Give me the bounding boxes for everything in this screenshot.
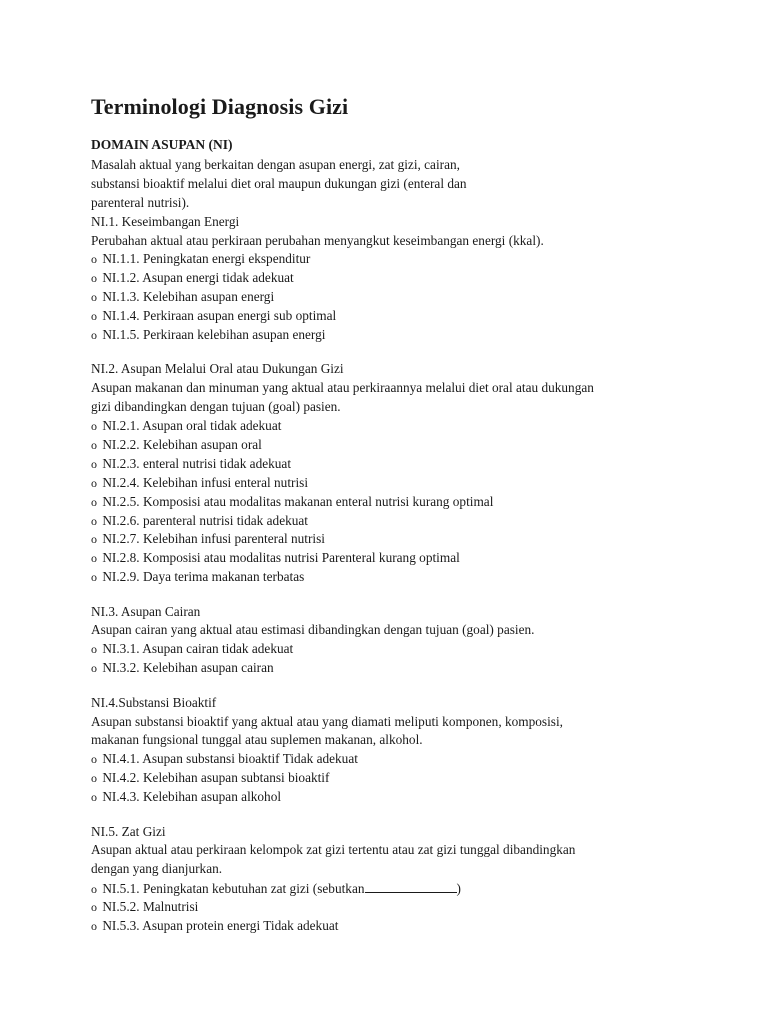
bullet-icon: o <box>91 551 97 566</box>
list-item <box>91 788 691 807</box>
bullet-icon: o <box>91 271 97 286</box>
list-item <box>91 269 691 288</box>
list-item-text: NI.2.7. Kelebihan infusi parenteral nutrisi <box>102 531 325 547</box>
bullet-icon: o <box>91 494 97 509</box>
list-item <box>91 549 691 568</box>
section-description-line: Asupan makanan dan minuman yang aktual atau perkiraannya melalui diet oral atau dukungan <box>91 380 594 396</box>
section-spacer <box>91 587 691 603</box>
fill-in-blank <box>365 879 457 893</box>
list-item <box>91 455 691 474</box>
section-description-line: Perubahan aktual atau perkiraan perubahan menyangkut keseimbangan energi (kkal). <box>91 232 544 248</box>
section-description-line: gizi dibandingkan dengan tujuan (goal) pasien. <box>91 399 341 415</box>
section-description-line: dengan yang dianjurkan. <box>91 861 223 877</box>
list-item <box>91 288 691 307</box>
list-item-text: NI.4.1. Asupan substansi bioaktif Tidak adekuat <box>102 751 358 767</box>
list-item <box>91 436 691 455</box>
bullet-icon: o <box>91 882 97 897</box>
list-item-text: NI.2.3. enteral nutrisi tidak adekuat <box>102 455 292 471</box>
domain-heading: DOMAIN ASUPAN (NI) <box>91 137 233 152</box>
list-item-text: NI.2.9. Daya terima makanan terbatas <box>102 569 305 585</box>
list-item <box>91 530 691 549</box>
section-spacer <box>91 807 691 823</box>
list-item <box>91 474 691 493</box>
bullet-icon: o <box>91 475 97 490</box>
list-item <box>91 326 691 345</box>
section-heading: NI.2. Asupan Melalui Oral atau Dukungan Gizi <box>91 361 344 377</box>
section-spacer <box>91 678 691 694</box>
bullet-icon: o <box>91 309 97 324</box>
list-item-text: NI.4.3. Kelebihan asupan alkohol <box>102 789 282 805</box>
bullet-icon: o <box>91 771 97 786</box>
bullet-icon: o <box>91 456 97 471</box>
section-description-line: Asupan substansi bioaktif yang aktual atau yang diamati meliputi komponen, komposisi, <box>91 713 563 729</box>
domain-description-line: Masalah aktual yang berkaitan dengan asupan energi, zat gizi, cairan, <box>91 157 460 172</box>
list-item-text: NI.5.1. Peningkatan kebutuhan zat gizi (sebutkan <box>102 881 365 897</box>
section-heading: NI.3. Asupan Cairan <box>91 603 201 619</box>
list-item <box>91 512 691 531</box>
section-description-line: Asupan aktual atau perkiraan kelompok zat gizi tertentu atau zat gizi tunggal dibandingkan <box>91 842 576 858</box>
bullet-icon: o <box>91 661 97 676</box>
bullet-icon: o <box>91 900 97 915</box>
list-item <box>91 659 691 678</box>
section-description-line: Asupan cairan yang aktual atau estimasi dibandingkan dengan tujuan (goal) pasien. <box>91 622 535 638</box>
list-item-text: NI.1.4. Perkiraan asupan energi sub optimal <box>102 308 337 324</box>
bullet-icon: o <box>91 419 97 434</box>
list-item <box>91 917 691 936</box>
bullet-icon: o <box>91 290 97 305</box>
list-item-text: NI.2.6. parenteral nutrisi tidak adekuat <box>102 512 308 528</box>
list-item <box>91 307 691 326</box>
list-item <box>91 493 691 512</box>
list-item <box>91 250 691 269</box>
section-heading: NI.4.Substansi Bioaktif <box>91 694 217 710</box>
bullet-icon: o <box>91 790 97 805</box>
domain-description-line: substansi bioaktif melalui diet oral maupun dukungan gizi (enteral dan <box>91 175 467 191</box>
bullet-icon: o <box>91 642 97 657</box>
bullet-icon: o <box>91 252 97 267</box>
bullet-icon: o <box>91 328 97 343</box>
bullet-icon: o <box>91 570 97 585</box>
bullet-icon: o <box>91 437 97 452</box>
list-item-text: NI.1.1. Peningkatan energi ekspenditur <box>102 251 311 267</box>
list-item <box>91 879 691 898</box>
list-item-text: NI.3.1. Asupan cairan tidak adekuat <box>102 641 294 657</box>
list-item-text: NI.2.2. Kelebihan asupan oral <box>102 436 262 452</box>
list-item-text: NI.3.2. Kelebihan asupan cairan <box>102 660 274 676</box>
document-body <box>91 156 691 936</box>
section-heading: NI.5. Zat Gizi <box>91 823 166 839</box>
list-item-text: NI.2.8. Komposisi atau modalitas nutrisi Parenteral kurang optimal <box>102 550 460 566</box>
section-heading: NI.1. Keseimbangan Energi <box>91 213 240 229</box>
list-item-text: NI.5.3. Asupan protein energi Tidak adekuat <box>102 917 339 933</box>
domain-description-line: parenteral nutrisi). <box>91 194 190 210</box>
list-item <box>91 640 691 659</box>
list-item-text: NI.2.1. Asupan oral tidak adekuat <box>102 418 282 434</box>
list-item <box>91 750 691 769</box>
list-item <box>91 568 691 587</box>
list-item <box>91 898 691 917</box>
section-spacer <box>91 345 691 361</box>
list-item-text: NI.4.2. Kelebihan asupan subtansi bioaktif <box>102 770 330 786</box>
list-item <box>91 769 691 788</box>
bullet-icon: o <box>91 532 97 547</box>
document-title: Terminologi Diagnosis Gizi <box>91 94 349 119</box>
section-description-line: makanan fungsional tunggal atau suplemen makanan, alkohol. <box>91 732 423 748</box>
list-item-text: NI.5.2. Malnutrisi <box>102 899 199 915</box>
list-item-text: NI.2.4. Kelebihan infusi enteral nutrisi <box>102 474 309 490</box>
bullet-icon: o <box>91 513 97 528</box>
list-item-text: NI.1.5. Perkiraan kelebihan asupan energi <box>102 327 326 343</box>
blank-suffix: ) <box>456 881 461 897</box>
list-item-text: NI.1.2. Asupan energi tidak adekuat <box>102 270 294 286</box>
bullet-icon: o <box>91 752 97 767</box>
list-item-text: NI.1.3. Kelebihan asupan energi <box>102 289 275 305</box>
list-item-text: NI.2.5. Komposisi atau modalitas makanan enteral nutrisi kurang optimal <box>102 493 494 509</box>
list-item <box>91 417 691 436</box>
bullet-icon: o <box>91 918 97 933</box>
